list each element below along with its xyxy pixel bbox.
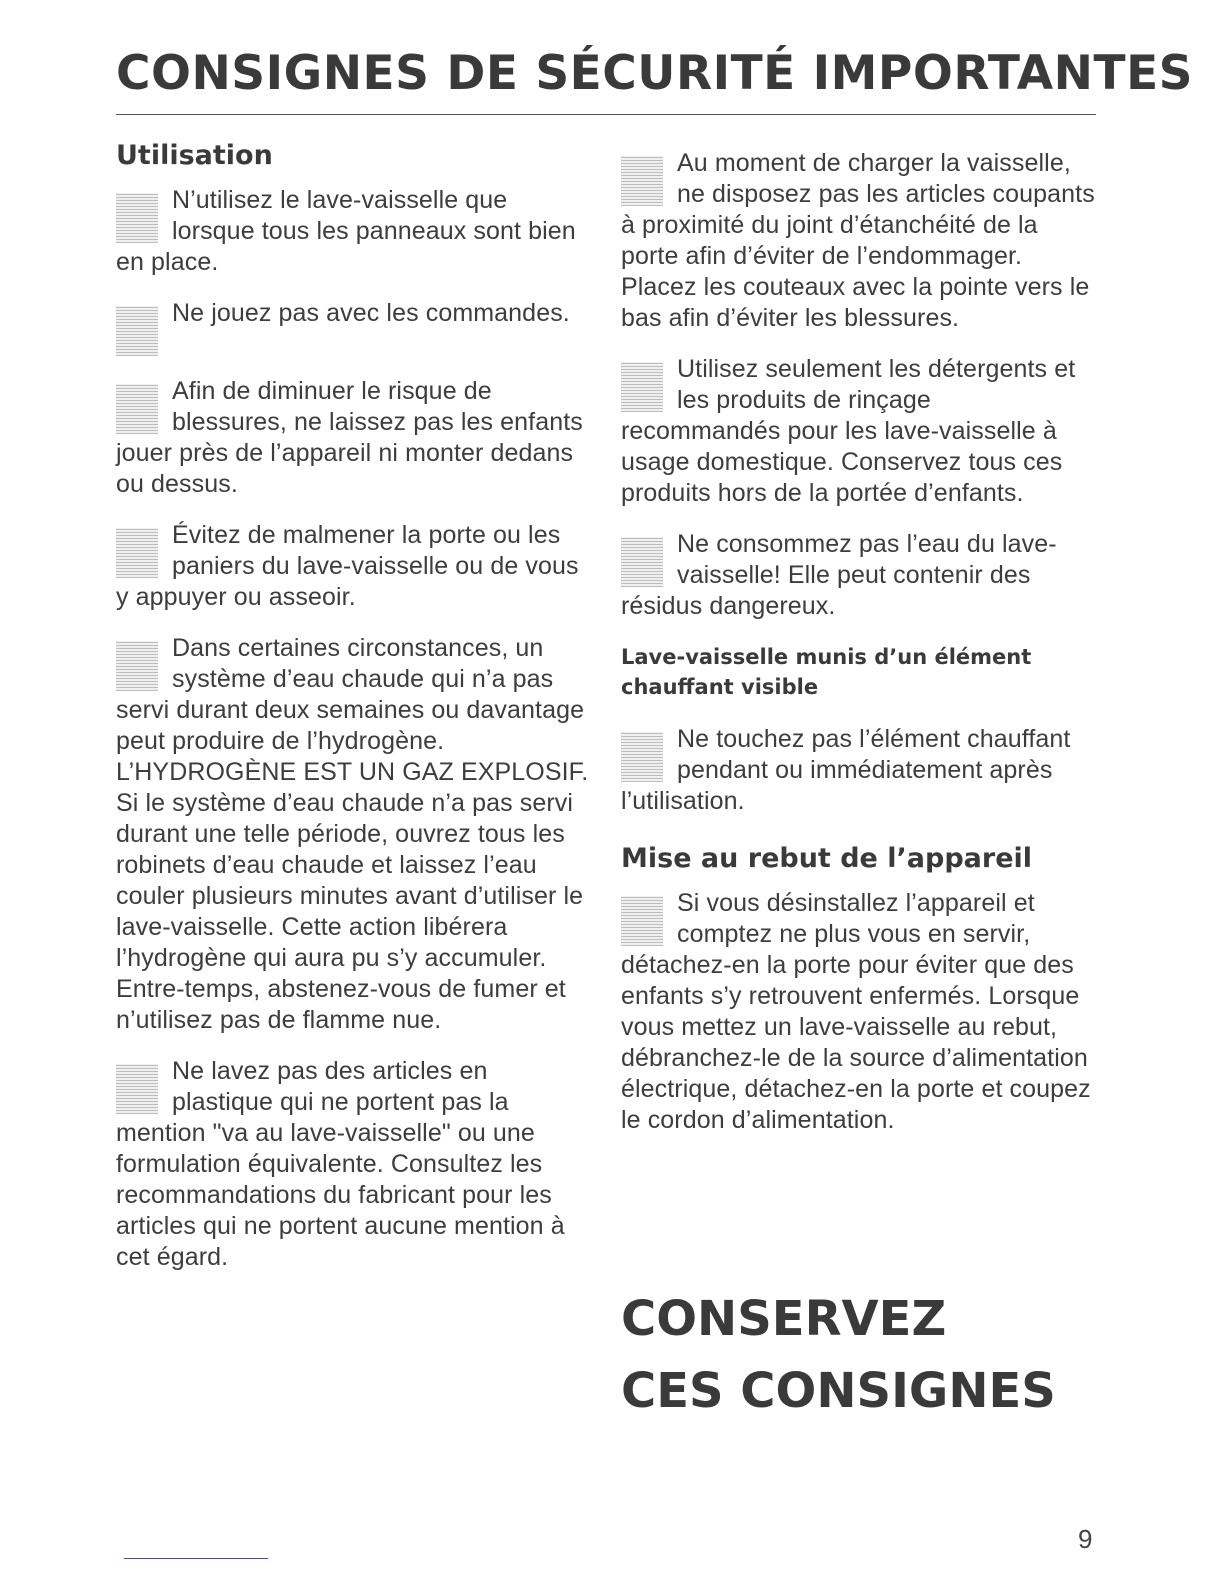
warning-marker-icon <box>116 193 158 243</box>
safety-item <box>116 376 594 500</box>
section-heading-utilisation: Utilisation <box>116 140 273 171</box>
left-column <box>116 140 594 1293</box>
safety-item-text: N’utilisez le lave-vaisselle que lorsque tous les panneaux sont bien en place. <box>116 186 576 276</box>
save-line-1: CONSERVEZ <box>621 1291 947 1347</box>
safety-item-text: Évitez de malmener la porte ou les paniers du lave-vaisselle ou de vous y appuyer ou asseoir. <box>116 521 579 611</box>
right-column <box>621 148 1096 1156</box>
warning-marker-icon <box>116 306 158 356</box>
footer-rule <box>124 1558 268 1559</box>
safety-item <box>116 298 594 356</box>
page-title: CONSIGNES DE SÉCURITÉ IMPORTANTES <box>116 46 1194 101</box>
safety-item-text: Si vous désinstallez l’appareil et comptez ne plus vous en servir, détachez-en la porte pour éviter que des enfants s’y retrouvent enfermés. Lorsque vous mettez un lave-vaisselle au rebut, débranchez-le de la source d’alimentation électrique, détachez-en la porte et coupez le cordon d’alimentation. <box>621 889 1091 1134</box>
save-line-2: CES CONSIGNES <box>621 1363 1056 1419</box>
safety-item-text: Afin de diminuer le risque de blessures, ne laissez pas les enfants jouer près de l’appareil ni monter dedans ou dessus. <box>116 377 583 498</box>
warning-marker-icon <box>621 156 663 206</box>
safety-item <box>621 354 1096 509</box>
page-number: 9 <box>1078 1524 1093 1554</box>
safety-item-text: Au moment de charger la vaisselle, ne disposez pas les articles coupants à proximité du joint d’étanchéité de la porte afin d’éviter de l’endommager. Placez les couteaux avec la pointe vers le bas afin d’éviter les blessures. <box>621 149 1095 332</box>
safety-item <box>621 148 1096 334</box>
warning-marker-icon <box>621 896 663 946</box>
safety-item-text: Ne jouez pas avec les commandes. <box>172 299 570 327</box>
safety-item-text: Ne touchez pas l’élément chauffant pendant ou immédiatement après l’utilisation. <box>621 725 1071 815</box>
safety-item <box>116 185 594 278</box>
warning-marker-icon <box>116 384 158 434</box>
safety-item <box>116 633 594 1036</box>
warning-marker-icon <box>621 537 663 587</box>
safety-item <box>116 520 594 613</box>
safety-item <box>621 888 1096 1136</box>
warning-marker-icon <box>621 732 663 782</box>
subheading-heating-element: Lave-vaisselle munis d’un élément chauffant visible <box>621 645 1032 699</box>
safety-item-text: Ne lavez pas des articles en plastique qui ne portent pas la mention "va au lave-vaisselle" ou une formulation équivalente. Consultez les recommandations du fabricant pour les articles qui ne portent aucune mention à cet égard. <box>116 1057 565 1271</box>
safety-item-text: Dans certaines circonstances, un système d’eau chaude qui n’a pas servi durant deux semaines ou davantage peut produire de l’hydrogène. L’HYDROGÈNE EST UN GAZ EXPLOSIF. Si le système d’eau chaude n’a pas servi durant une telle période, ouvrez tous les robinets d’eau chaude et laissez l’eau couler plusieurs minutes avant d’utiliser le lave-vaisselle. Cette action libérera l’hydrogène qui aura pu s’y accumuler. Entre-temps, abstenez-vous de fumer et n’utilisez pas de flamme nue. <box>116 634 589 1034</box>
warning-marker-icon <box>621 362 663 412</box>
section-heading-disposal: Mise au rebut de l’appareil <box>621 843 1033 874</box>
safety-item <box>621 724 1096 817</box>
warning-marker-icon <box>116 641 158 691</box>
save-instructions-banner <box>621 1283 1056 1427</box>
safety-item-text: Utilisez seulement les détergents et les produits de rinçage recommandés pour les lave-vaisselle à usage domestique. Conservez tous ces produits hors de la portée d’enfants. <box>621 355 1076 507</box>
safety-item-text: Ne consommez pas l’eau du lave-vaisselle! Elle peut contenir des résidus dangereux. <box>621 530 1057 620</box>
safety-item <box>116 1056 594 1273</box>
title-rule <box>116 114 1096 115</box>
warning-marker-icon <box>116 528 158 578</box>
warning-marker-icon <box>116 1064 158 1114</box>
safety-item <box>621 529 1096 622</box>
